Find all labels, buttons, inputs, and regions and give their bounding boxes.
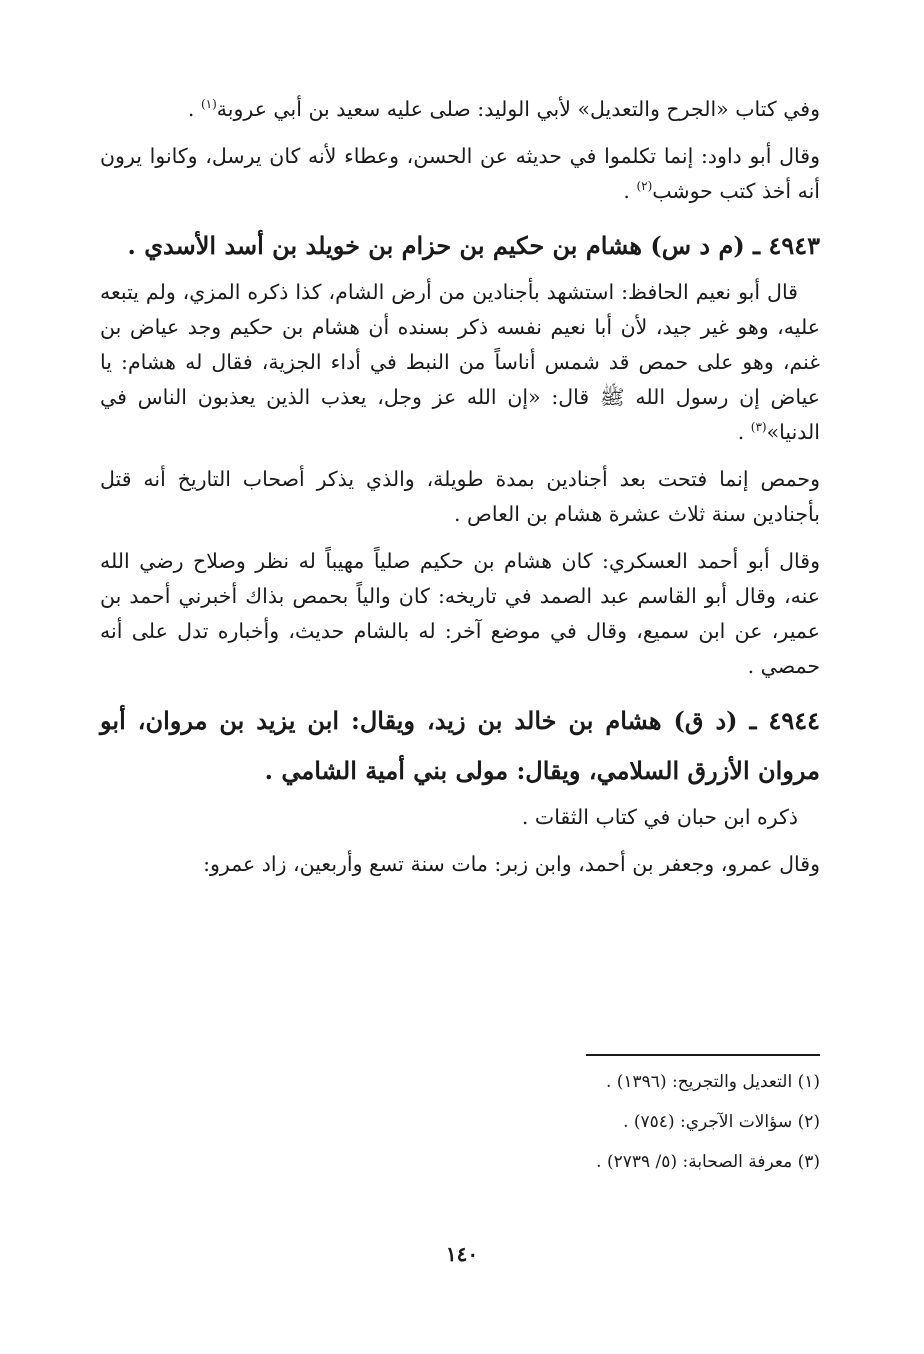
footnote-2: (٢) سؤالات الآجري: (٧٥٤) .	[623, 1112, 820, 1132]
footnote-divider	[586, 1054, 820, 1056]
page-body	[100, 92, 820, 894]
page-number: ١٤٠	[445, 1242, 479, 1266]
paragraph-end: .	[187, 97, 201, 121]
entry-heading-4944: ٤٩٤٤ ـ (د ق) هشام بن خالد بن زيد، ويقال: ابن يزيد بن مروان، أبو مروان الأزرق السلامي، ويقال: مولى بني أمية الشامي .	[100, 706, 820, 785]
paragraph-text: قال أبو نعيم الحافظ: استشهد بأجنادين من أرض الشام، كذا ذكره المزي، ولم يتبعه عليه، وهو غير جيد، لأن أبا نعيم نفسه ذكر بسنده أن هشام بن حكيم وجد عياض بن غنم، وهو على حمص قد شمس أناساً من النبط في أداء الجزية، فقال له هشام: يا عياض إن رسول الله ﷺ قال: «إن الله عز وجل، يعذب الذين يعذبون الناس في الدنيا»	[100, 280, 820, 444]
paragraph-askari: وقال أبو أحمد العسكري: كان هشام بن حكيم صلياً مهيباً له نظر وصلاح رضي الله عنه، وقال أبو القاسم عبد الصمد في تاريخه: كان والياً بحمص بذاك أخبرني أحمد بن عمير، عن ابن سميع، وقال في موضع آخر: له بالشام حديث، وأخباره تدل على أنه حمصي .	[100, 549, 820, 678]
entry-heading-4943: ٤٩٤٣ ـ (م د س) هشام بن حكيم بن حزام بن خويلد بن أسد الأسدي .	[127, 231, 820, 260]
paragraph-ibn-hibban: ذكره ابن حبان في كتاب الثقات .	[521, 805, 798, 829]
paragraph-end: .	[623, 179, 637, 203]
footnote-ref-3: (٣)	[750, 420, 767, 435]
paragraph-abu-nuaym	[100, 275, 820, 450]
footnote-ref-1: (١)	[200, 97, 217, 112]
paragraph-end: .	[737, 420, 751, 444]
footnote-1: (١) التعديل والتجريح: (١٣٩٦) .	[605, 1072, 820, 1092]
footnotes	[400, 1070, 820, 1190]
paragraph-jarh-tadil	[100, 92, 820, 127]
footnote-ref-2: (٢)	[636, 179, 653, 194]
paragraph-hims: وحمص إنما فتحت بعد أجنادين بمدة طويلة، والذي يذكر أصحاب التاريخ أنه قتل بأجنادين سنة ثلاث عشرة هشام بن العاص .	[100, 467, 820, 526]
paragraph-abu-dawud	[100, 139, 820, 209]
footnote-3: (٣) معرفة الصحابة: (٥/ ٢٧٣٩) .	[596, 1152, 820, 1172]
paragraph-death-date: وقال عمرو، وجعفر بن أحمد، وابن زبر: مات سنة تسع وأربعين، زاد عمرو:	[203, 852, 820, 876]
paragraph-text: وقال أبو داود: إنما تكلموا في حديثه عن الحسن، وعطاء لأنه كان يرسل، وكانوا يرون أنه أخذ كتب حوشب	[100, 144, 820, 203]
paragraph-text: وفي كتاب «الجرح والتعديل» لأبي الوليد: صلى عليه سعيد بن أبي عروبة	[216, 97, 820, 121]
